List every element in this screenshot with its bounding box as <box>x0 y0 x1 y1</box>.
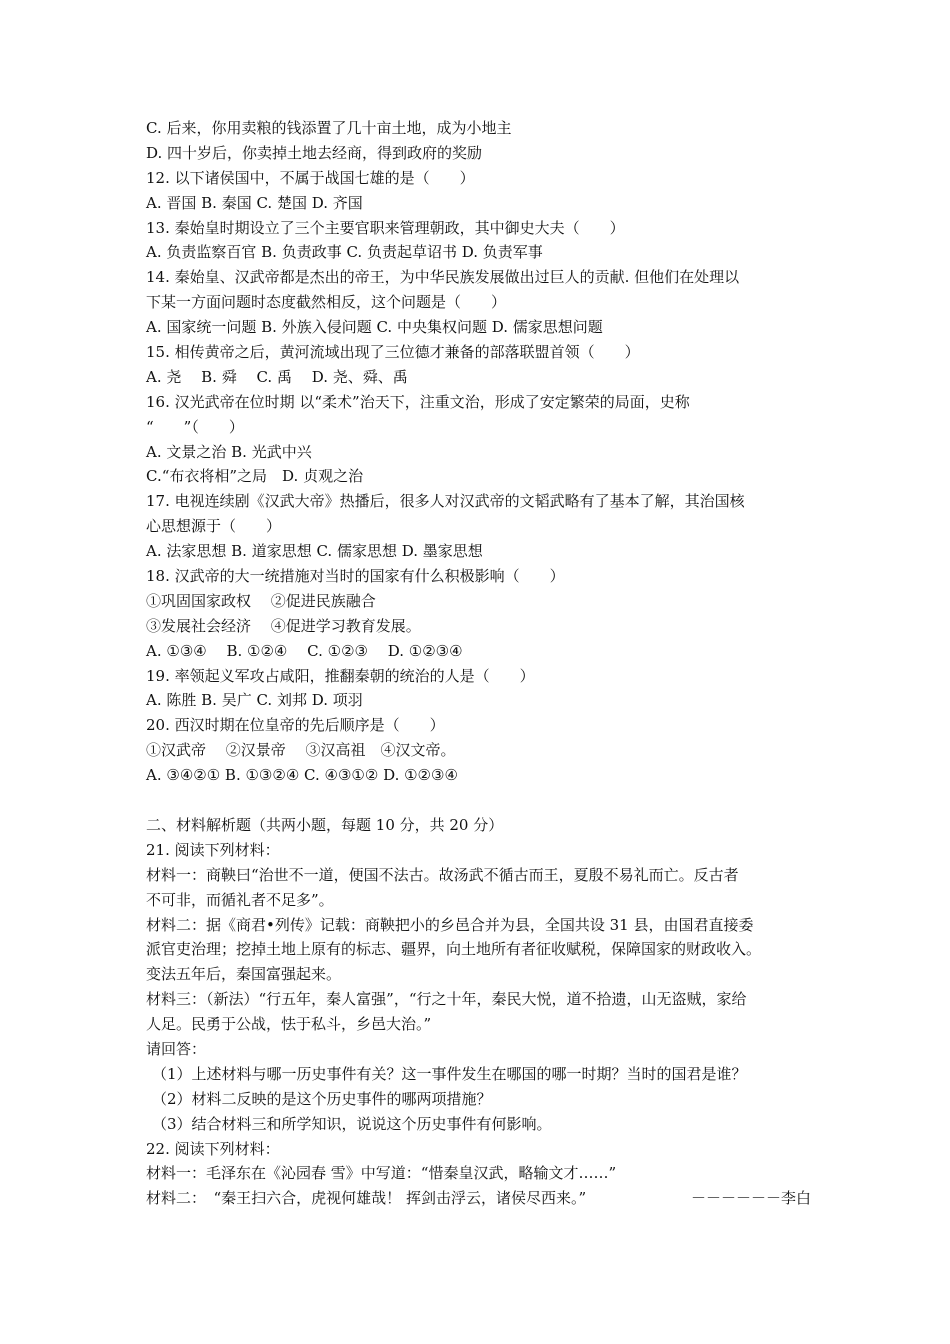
question-22: 22. 阅读下列材料： <box>146 1139 280 1158</box>
material-22-1: 材料一：毛泽东在《沁园春 雪》中写道：“惜秦皇汉武，略输文才……” <box>146 1164 617 1183</box>
material-2-cont: 变法五年后，秦国富强起来。 <box>146 965 342 984</box>
question-20: 20. 西汉时期在位皇帝的先后顺序是（ ） <box>146 716 445 735</box>
material-3: 材料三：（新法）“行五年，秦人富强”，“行之十年，秦民大悦，道不拾遗，山无盗贼，家给 <box>146 990 747 1009</box>
sub-question-2: （2）材料二反映的是这个历史事件的哪两项措施？ <box>152 1089 492 1108</box>
question-18-options: A. ①③④ B. ①②④ C. ①②③ D. ①②③④ <box>146 641 463 660</box>
material-1-cont: 不可非，而循礼者不足多”。 <box>146 890 334 909</box>
question-15-options: A. 尧 B. 舜 C. 禹 D. 尧、舜、禹 <box>146 367 408 386</box>
question-15: 15. 相传黄帝之后，黄河流域出现了三位德才兼备的部落联盟首领（ ） <box>146 343 640 362</box>
material-2-cont: 派官吏治理；挖掉土地上原有的标志、疆界，向土地所有者征收赋税，保障国家的财政收入。 <box>146 940 762 959</box>
material-3-cont: 人足。民勇于公战，怯于私斗，乡邑大治。” <box>146 1015 432 1034</box>
question-18-items-2: ③发展社会经济 ④促进学习教育发展。 <box>146 616 421 635</box>
question-17-options: A. 法家思想 B. 道家思想 C. 儒家思想 D. 墨家思想 <box>146 542 483 561</box>
text-line: D. 四十岁后，你卖掉土地去经商，得到政府的奖励 <box>146 143 483 162</box>
question-12-options: A. 晋国 B. 秦国 C. 楚国 D. 齐国 <box>146 193 363 212</box>
question-19: 19. 率领起义军攻占咸阳，推翻秦朝的统治的人是（ ） <box>146 666 535 685</box>
material-1: 材料一：商鞅曰“治世不一道，便国不法古。故汤武不循古而王，夏殷不易礼而亡。反古者 <box>146 865 739 884</box>
question-16-cont: “ ”（ ） <box>146 417 244 436</box>
answer-prompt: 请回答： <box>146 1039 207 1058</box>
material-22-2 <box>146 1186 811 1211</box>
question-16-options-a: A. 文景之治 B. 光武中兴 <box>146 442 312 461</box>
material-22-2-author: －－－－－－李白 <box>690 1189 811 1208</box>
sub-question-3: （3）结合材料三和所学知识，说说这个历史事件有何影响。 <box>152 1114 552 1133</box>
document-body <box>146 116 811 1211</box>
material-22-2-text: 材料二： “秦王扫六合，虎视何雄哉！ 挥剑击浮云，诸侯尽西来。” <box>146 1189 587 1208</box>
question-13: 13. 秦始皇时期设立了三个主要官职来管理朝政，其中御史大夫（ ） <box>146 218 625 237</box>
question-14: 14. 秦始皇、汉武帝都是杰出的帝王，为中华民族发展做出过巨人的贡献. 但他们在处理以 <box>146 268 740 287</box>
question-18: 18. 汉武帝的大一统措施对当时的国家有什么积极影响（ ） <box>146 567 565 586</box>
question-17: 17. 电视连续剧《汉武大帝》热播后，很多人对汉武帝的文韬武略有了基本了解，其治国核 <box>146 492 745 511</box>
section-heading: 二、材料解析题（共两小题，每题 10 分，共 20 分） <box>146 815 504 834</box>
question-19-options: A. 陈胜 B. 吴广 C. 刘邦 D. 项羽 <box>146 691 363 710</box>
blank-line <box>146 788 811 813</box>
material-2: 材料二：据《商君•列传》记载：商鞅把小的乡邑合并为县，全国共设 31 县，由国君直接委 <box>146 915 754 934</box>
question-12: 12. 以下诸侯国中，不属于战国七雄的是（ ） <box>146 168 475 187</box>
question-20-items: ①汉武帝 ②汉景帝 ③汉高祖 ④汉文帝。 <box>146 741 456 760</box>
question-16-options-c: C.“布衣将相”之局 D. 贞观之治 <box>146 467 364 486</box>
question-17-cont: 心思想源于（ ） <box>146 517 282 536</box>
question-16: 16. 汉光武帝在位时期 以“柔术”治天下，注重文治，形成了安定繁荣的局面，史称 <box>146 392 690 411</box>
question-21: 21. 阅读下列材料： <box>146 840 280 859</box>
question-14-options: A. 国家统一问题 B. 外族入侵问题 C. 中央集权问题 D. 儒家思想问题 <box>146 318 603 337</box>
sub-question-1: （1）上述材料与哪一历史事件有关？这一事件发生在哪国的哪一时期？当时的国君是谁？ <box>152 1064 747 1083</box>
question-18-items-1: ①巩固国家政权 ②促进民族融合 <box>146 591 376 610</box>
text-line: C. 后来，你用卖粮的钱添置了几十亩土地，成为小地主 <box>146 119 512 137</box>
question-13-options: A. 负责监察百官 B. 负责政事 C. 负责起草诏书 D. 负责军事 <box>146 243 543 262</box>
question-14-cont: 下某一方面问题时态度截然相反，这个问题是（ ） <box>146 293 507 312</box>
question-20-options: A. ③④②① B. ①③②④ C. ④③①② D. ①②③④ <box>146 766 458 785</box>
